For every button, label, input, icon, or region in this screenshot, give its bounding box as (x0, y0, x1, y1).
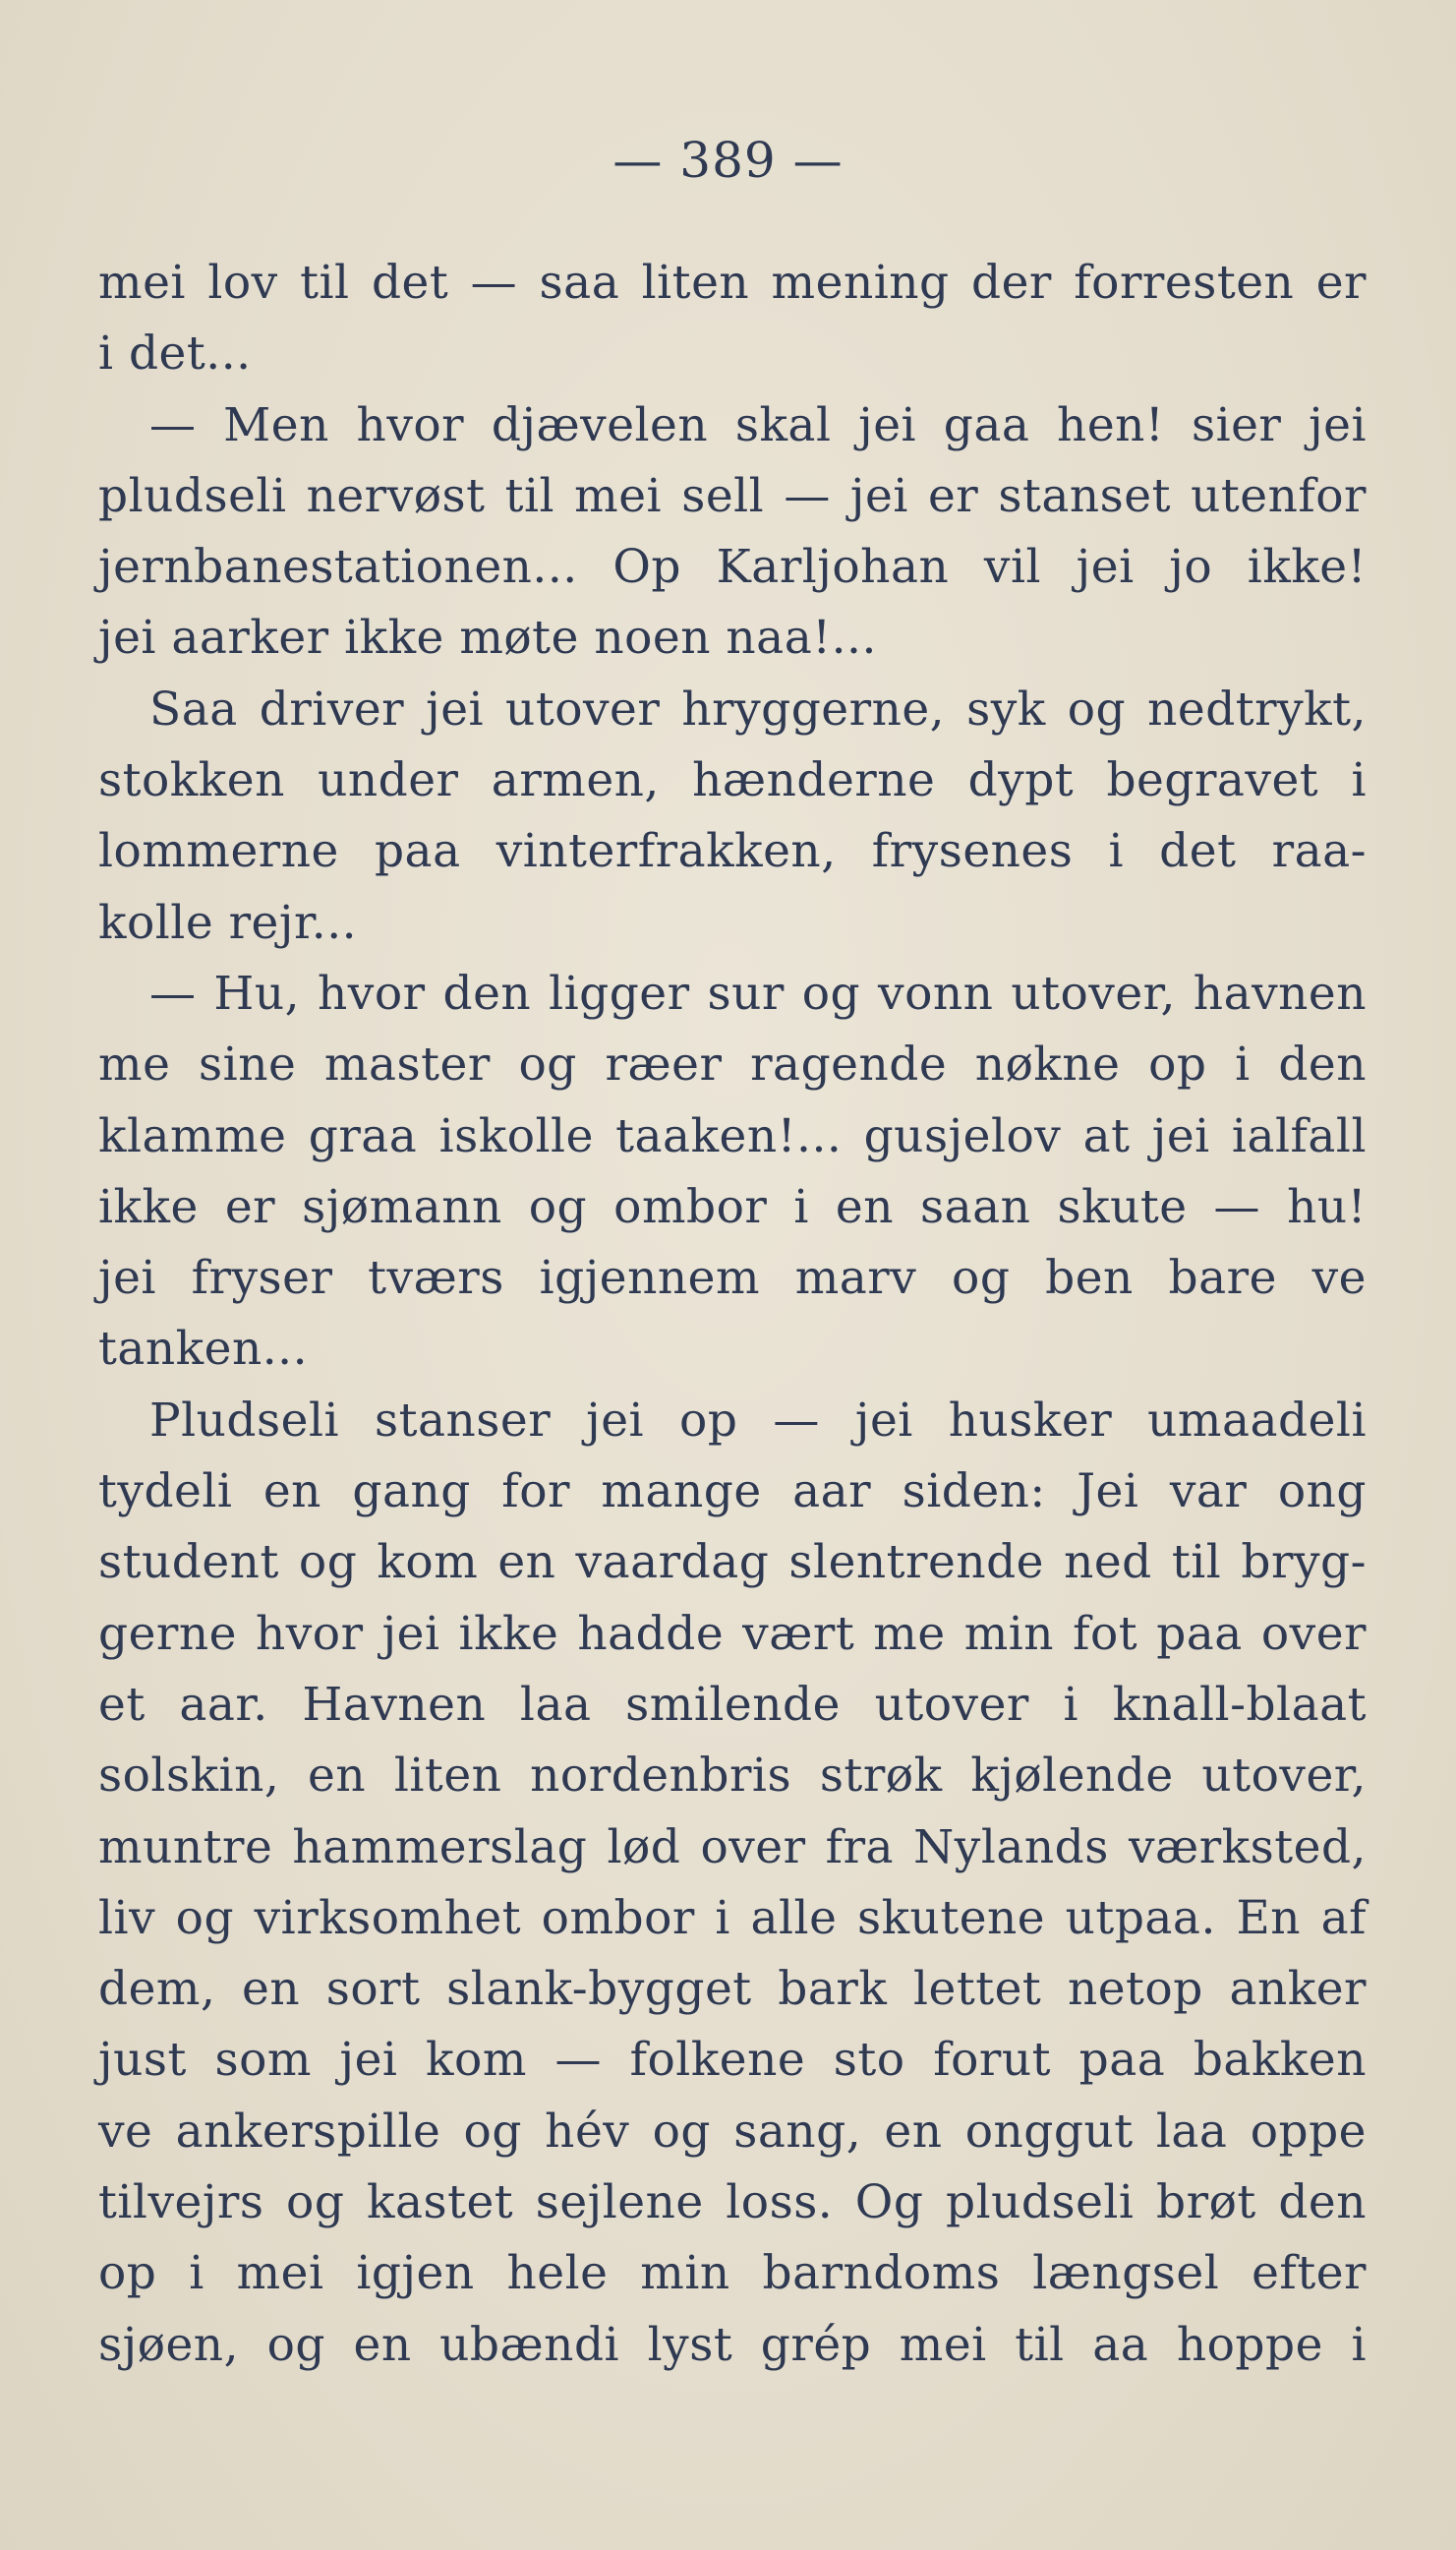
text-line: i det... (98, 326, 252, 382)
text-line: tilvejrs og kastet sejlene loss. Og pludseli brøt den (98, 2175, 1367, 2230)
text-line: klamme graa iskolle taaken!... gusjelov at jei ialfall (98, 1108, 1367, 1163)
text-line: pludseli nervøst til mei sell — jei er stanset utenfor (98, 468, 1367, 523)
text-line: gerne hvor jei ikke hadde vært me min fot paa over (98, 1606, 1367, 1661)
text-line: — Men hvor djævelen skal jei gaa hen! sier jei (149, 397, 1367, 452)
text-line: tydeli en gang for mange aar siden: Jei var ong (98, 1464, 1367, 1519)
text-line: et aar. Havnen laa smilende utover i knall-blaat (98, 1677, 1367, 1732)
text-line: dem, en sort slank-bygget bark lettet netop anker (98, 1962, 1367, 2017)
text-line: solskin, en liten nordenbris strøk kjølende utover, (98, 1749, 1367, 1804)
body-text (98, 248, 1367, 2381)
text-line: just som jei kom — folkene sto forut paa bakken (98, 2033, 1367, 2088)
text-line: stokken under armen, hænderne dypt begravet i (98, 753, 1367, 808)
text-line: mei lov til det — saa liten mening der forresten er (98, 256, 1367, 310)
text-line: — Hu, hvor den ligger sur og vonn utover, havnen (149, 966, 1367, 1021)
text-line: jei fryser tværs igjennem marv og ben bare ve (98, 1251, 1367, 1306)
text-line: Pludseli stanser jei op — jei husker umaadeli (149, 1393, 1367, 1448)
text-line: kolle rejr... (98, 895, 358, 950)
text-line: student og kom en vaardag slentrende ned til bryg- (98, 1535, 1367, 1590)
page-number: — 389 — (612, 132, 844, 189)
text-line: Saa driver jei utover hryggerne, syk og nedtrykt, (149, 682, 1367, 737)
text-line: ve ankerspille og hév og sang, en onggut laa oppe (98, 2104, 1367, 2159)
text-line: op i mei igjen hele min barndoms længsel efter (98, 2246, 1367, 2301)
text-line: jei aarker ikke møte noen naa!... (98, 611, 877, 666)
text-line: liv og virksomhet ombor i alle skutene utpaa. En af (98, 1890, 1367, 1945)
text-line: lommerne paa vinterfrakken, frysenes i det raa- (98, 824, 1367, 879)
text-line: tanken... (98, 1322, 309, 1377)
text-line: muntre hammerslag lød over fra Nylands værksted, (98, 1819, 1367, 1874)
text-line: jernbanestationen... Op Karljohan vil jei jo ikke! (98, 540, 1367, 595)
text-line: ikke er sjømann og ombor i en saan skute — hu! (98, 1179, 1367, 1234)
text-line: sjøen, og en ubændi lyst grép mei til aa hoppe i (98, 2317, 1367, 2372)
text-line: me sine master og ræer ragende nøkne op i den (98, 1038, 1367, 1093)
